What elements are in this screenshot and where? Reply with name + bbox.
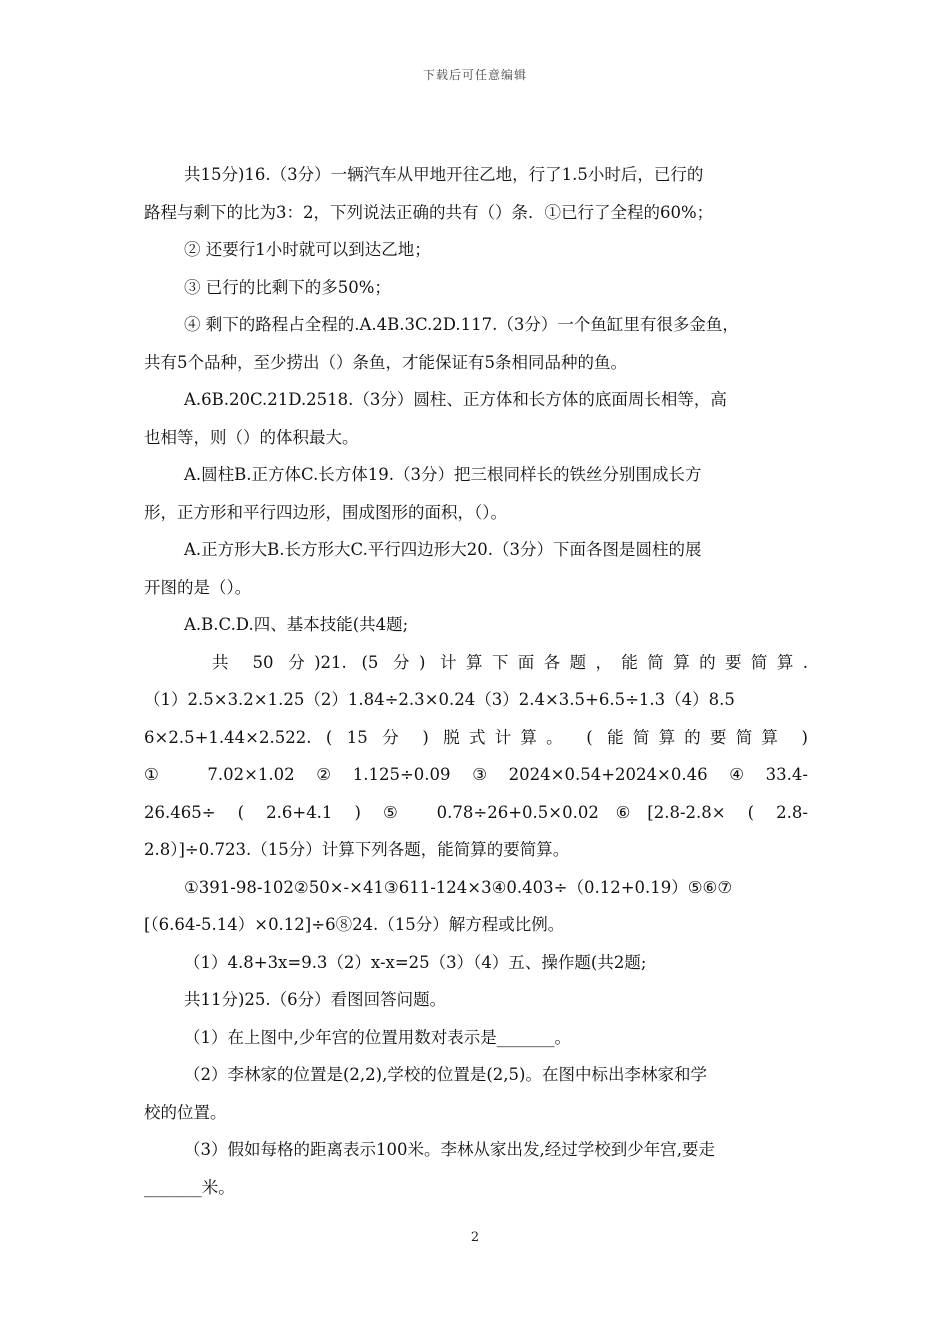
text-line: 共11分)25.（6分）看图回答问题。 — [184, 990, 447, 1009]
text-line: 共有5个品种，至少捞出（）条鱼，才能保证有5条相同品种的鱼。 — [144, 352, 627, 372]
text-line: 校的位置。 — [144, 1102, 227, 1122]
text-line: A.6B.20C.21D.2518.（3分）圆柱、正方体和长方体的底面周长相等，高 — [184, 390, 727, 409]
page-number: 2 — [470, 1230, 480, 1245]
text-line: （1）2.5×3.2×1.25（2）1.84÷2.3×0.24（3）2.4×3.5+6.5÷1.3（4）8.5 — [144, 690, 735, 709]
text-line: 6×2.5+1.44×2.522. ( 15 分 ) 脱式计算。 ( 能简算的要简算 ) — [144, 727, 808, 747]
text-line: （1）在上图中,少年宫的位置用数对表示是_______。 — [184, 1027, 571, 1047]
text-line: A.正方形大B.长方形大C.平行四边形大20.（3分）下面各图是圆柱的展 — [184, 540, 702, 559]
text-line: A.B.C.D.四、基本技能(共4题; — [184, 615, 409, 634]
text-line: [（6.64-5.14）×0.12]÷6⑧24.（15分）解方程或比例。 — [144, 915, 565, 934]
text-line: 共15分)16.（3分）一辆汽车从甲地开往乙地，行了1.5小时后，已行的 — [184, 165, 704, 184]
text-line: 也相等，则（）的体积最大。 — [144, 427, 359, 447]
text-line: ③ 已行的比剩下的多50%； — [184, 277, 391, 297]
text-line: 开图的是（）。 — [144, 577, 252, 597]
text-line: 2.8）]÷0.723.（15分）计算下列各题，能简算的要简算。 — [144, 840, 570, 859]
text-line: （3）假如每格的距离表示100米。李林从家出发,经过学校到少年宫,要走 — [184, 1140, 715, 1159]
document-body — [144, 156, 808, 1206]
text-line: 26.465÷ ( 2.6+4.1 ) ⑤ 0.78÷26+0.5×0.02⑥[2.8-2.8× ( 2.8- — [144, 802, 808, 822]
text-line: （2）李林家的位置是(2,2),学校的位置是(2,5)。在图中标出李林家和学 — [184, 1065, 707, 1084]
text-line: 形，正方形和平行四边形，围成图形的面积，（）。 — [144, 502, 507, 522]
text-line: 共 50 分)21. (5 分) 计算下面各题，能简算的要简算. — [212, 652, 808, 672]
text-line: 路程与剩下的比为3：2，下列说法正确的共有（）条．①已行了全程的60%； — [144, 202, 714, 222]
text-line: A.圆柱B.正方体C.长方体19.（3分）把三根同样长的铁丝分别围成长方 — [184, 465, 702, 484]
text-line: （1）4.8+3x=9.3（2）x-x=25（3）（4）五、操作题(共2题; — [184, 952, 647, 972]
header-note: 下载后可任意编辑 — [422, 68, 527, 82]
text-line: ① 7.02×1.02②1.125÷0.09③2024×0.54+2024×0.46④33.4- — [144, 765, 808, 784]
text-line: ④ 剩下的路程占全程的.A.4B.3C.2D.117.（3分）一个鱼缸里有很多金鱼， — [184, 315, 739, 334]
text-line: _______米。 — [144, 1177, 235, 1197]
text-line: ② 还要行1小时就可以到达乙地； — [184, 240, 431, 259]
text-line: ①391-98-102②50×-×41③611-124×3④0.403÷（0.12+0.19）⑤⑥⑦ — [184, 877, 733, 897]
